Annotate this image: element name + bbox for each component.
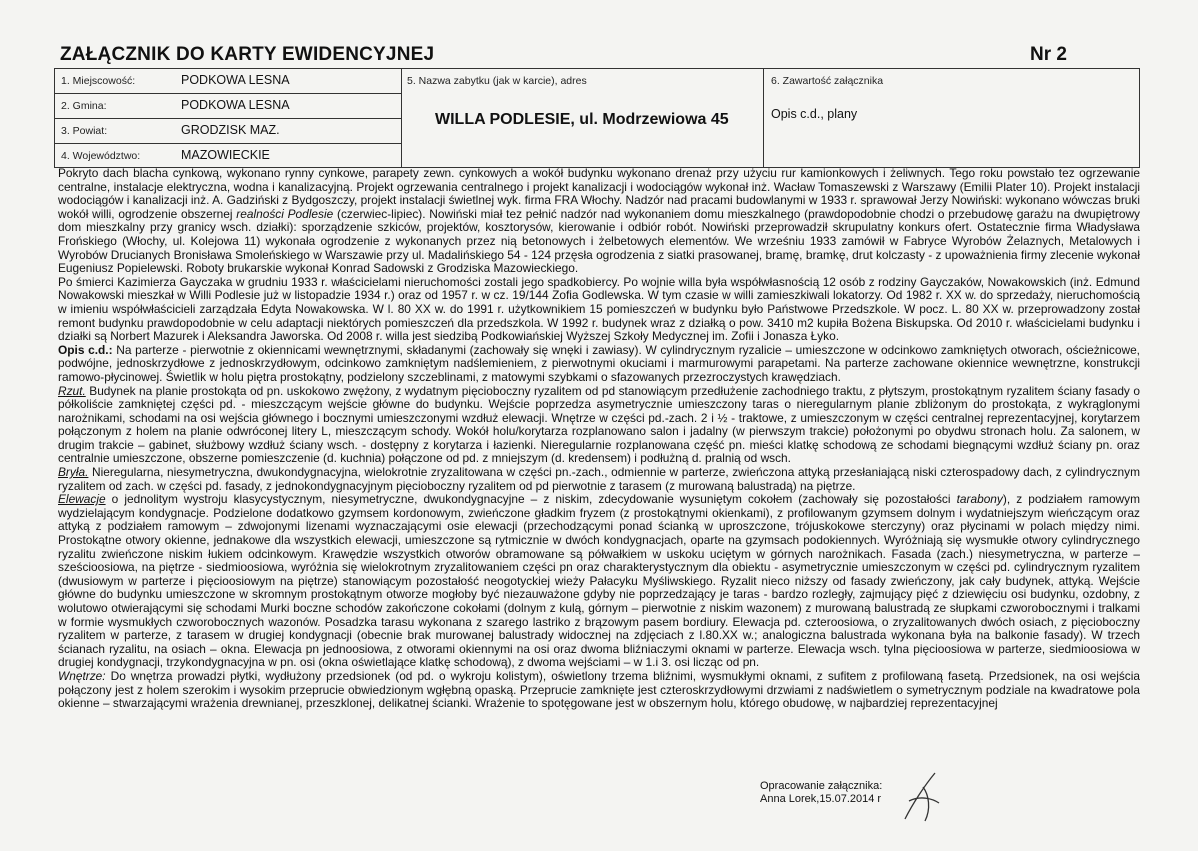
text-span: Na parterze - pierwotnie z okiennicami wewnętrznymi, składanymi (zachowały się wnęki i zawiasy). W cylindrycznym ryzalicie – umieszczone w odcinkowo zamkniętych otworach, ościeżnicowe, podwójne, jednoskrzydłowe z jednoskrzydłowym, odcinkowo zamkniętym nadślemieniem, z pierwotnymi okuciami i marmurowymi parapetami. Na parterze zachowane okiennice wewnętrzne, konstrukcji ramowo-płycinowej. Świetlik w holu piętra prostokątny, podzielony szczeblinami, z matowymi szybkami o sfazowanych przezroczystych krawędziach. xyxy=(58,342,1140,384)
gmina-value: PODKOWA LESNA xyxy=(181,98,290,112)
zawartosc-value: Opis c.d., plany xyxy=(771,107,858,121)
paragraph-elewacje xyxy=(58,493,1140,670)
bold-label: Opis c.d.: xyxy=(58,342,113,357)
annex-number: Nr 2 xyxy=(1030,44,1067,65)
powiat-value: GRODZISK MAZ. xyxy=(181,123,280,137)
paragraph-construction xyxy=(58,167,1140,276)
text-span: Do wnętrza prowadzi płytki, wydłużony przedsionek (od pd. o wykroju kolistym), oświetlony trzema bliźnimi, wysmukłymi oknami, z sufitem z profilowaną fasetą. Przedsionek, na osi wejścia połączony jest z holem szerokim i wysokim przeprucie obwiedzionym wgłębną opaską. Przeprucie zamknięte jest czteroskrzydłowymi drzwiami z nadświetlem o symetrycznym podziale na kwadratowe pola okienne – stwarzającymi wrażenia drewnianej, przeszklonej, delikatnej ścianki. Wrażenie to spotęgowane jest w obszernym holu, którego obudowę, w najbardziej reprezentacyjnej xyxy=(58,668,1140,711)
author-label: Opracowanie załącznika: xyxy=(760,780,883,792)
text-span: Nieregularna, niesymetryczna, dwukondygnacyjna, wielokrotnie zryzalitowana w części pn.-zach., odmiennie w parterze, zwieńczona attyką przesłaniającą niski czterospadowy dach, z cylindrycznym ryzalitem od zach. w części pd. fasady, z jednokondygnacyjnym pięcioboczny ryzalitem od pd pierwotnie z tarasem (z murowaną balustradą) na piętrze. xyxy=(58,465,1140,493)
wojewodztwo-value: MAZOWIECKIE xyxy=(181,148,270,162)
description-body xyxy=(58,167,1140,777)
paragraph-wnetrze xyxy=(58,670,1140,711)
paragraph-bryla xyxy=(58,466,1140,493)
zawartosc-label: 6. Zawartość załącznika xyxy=(771,75,884,87)
nazwa-value: WILLA PODLESIE, ul. Modrzewiowa 45 xyxy=(435,111,729,128)
divider-col1 xyxy=(401,69,402,167)
section-label: Wnętrze: xyxy=(58,668,106,683)
text-span: (czerwiec-lipiec). Nowiński miał tez pełnić nadzór nad wykonaniem domu mieszkalnego (prawdopodobnie chodzi o przebudowę garażu na dwupiętrowy dom mieszkalny przy granicy wsch. działki): sporządzenie szkiców, projektów, kosztorysów, kierowanie i odbiór robót. Nowiński przeprowadził skrupulatny konkurs ofert. Ostatecznie firma Władysława Frońskiego (Włochy, ul. Kolejowa 11) wykonała ogrodzenie z wykonanych przez nią betonowych i żelbetowych elementów. We wrześniu 1933 zamówił w Fabryce Wyrobów Żelaznych, Metalowych i Wyrobów Drucianych Bronisława Smoleńskiego w Warszawie przy ul. Madalińskiego 54 - 124 przęsła ogrodzenia z siatki prasowanej, bramę, bramkę, drut kolczasty - z upoważnienia firmy zlecenie wykonał Eugeniusz Popielewski. Roboty brukarskie wykonał Konrad Sadowski z Grodziska Mazowieckiego. xyxy=(58,206,1140,276)
text-span: o jednolitym wystroju klasycystycznym, niesymetryczne, dwukondygnacyjne – z niskim, zdecydowanie wysuniętym cokołem (zachowały się pozostałości xyxy=(105,492,957,507)
text-span: Pokryto dach blacha cynkową, wykonano rynny cynkowe, parapety zewn. cynkowych a wokół budynku wykonano drenaż przy użyciu rur kamionkowych i żeliwnych. Tego roku powstało tez ogrzewanie centralne, instalacje elektryczna, wodna i kanalizacyjną. Projekt ogrzewania centralnego i projekt kanalizacji i wodociągów wykonał inż. Wacław Tomaszewski z Warszawy (Emilii Plater 10). Projekt instalacji wodociągów i kanalizacji inż. A. Gadziński z Bydgoszczy, projekt instalacji świetlnej wyk. firma FRA Włochy. Nadzór nad pracami budowlanymi w 1933 r. sprawował Jerzy Nowiński: wykonano wówczas bruki wokół willi, ogrodzenie obszernej xyxy=(58,167,1140,221)
row-divider-3 xyxy=(55,143,401,144)
header-table xyxy=(54,68,1140,168)
gmina-label: 2. Gmina: xyxy=(61,100,107,112)
document-title: ZAŁĄCZNIK DO KARTY EWIDENCYJNEJ xyxy=(60,44,435,65)
paragraph-ownership: Po śmierci Kazimierza Gayczaka w grudniu 1933 r. właścicielami nieruchomości zostali jego spadkobiercy. Po wojnie willa była współwłasnością 12 osób z rodziny Gayczaków, Nowakowskich (inż. Edmund Nowakowski mieszkał w Willi Podlesie już w listopadzie 1934 r.) oraz od 1957 r. w cz. 19/144 Zofia Godlewska. W tym czasie w willi zamieszkiwali lokatorzy. Od 1982 r. XX w. do sprzedaży, nieruchomością w imieniu współwłaścicieli zarządzała Edyta Nowakowska. W l. 80 XX w. do 1991 r. użytkownikiem 15 pomieszczeń w budynku było Państwowe Przedszkole. W pocz. L. 80 XX w. przeprowadzony został remont budynku prawdopodobnie w celu adaptacji niektórych pomieszczeń dla przedszkola. W 1992 r. budynek wraz z działką o pow. 3410 m2 kupiła Bożena Biskupska. Od 2010 r. właścicielami budynku i działki są Norbert Mazurek i Aleksandra Jaworska. Od 2008 r. willa jest siedzibą Podkowiańskiej Wyższej Szkoły Medycznej im. Zofii i Jonasza Łyko. xyxy=(58,274,1140,344)
row-divider-2 xyxy=(55,118,401,119)
divider-col2 xyxy=(763,69,764,167)
signature-icon xyxy=(895,765,955,825)
author-name-date: Anna Lorek,15.07.2014 r xyxy=(760,793,882,805)
italic-span: tarabony xyxy=(956,492,1003,507)
powiat-label: 3. Powiat: xyxy=(61,125,108,137)
nazwa-label: 5. Nazwa zabytku (jak w karcie), adres xyxy=(407,75,587,87)
paragraph-opis xyxy=(58,344,1140,385)
paragraph-rzut xyxy=(58,385,1140,467)
text-span: Budynek na planie prostokąta od pn. uskokowo zwężony, z wydatnym pięcioboczny ryzalitem od pd stanowiącym przedłużenie zachodniego traktu, z płytszym, prostokątnym ryzalitem ściany fasady o półkoliście zamkniętej części pd. - mieszczącym wejście główne do budynku. Wejście poprzedza asymetrycznie umieszczony taras o nieregularnym planie zbliżonym do prostokąta, z wykrąglonymi narożnikami, schodami na osi wejścia głównego i bocznymi umieszczonymi wzdłuż elewacji. Wnętrze w części pd.-zach. 2 i ½ - traktowe, z umieszczonym w części centralnej reprezentacyjnej, korytarzem połączonym z holem na planie odwróconej litery L, mieszczącym schody. Wokół holu/korytarza rozplanowano salon i jadalny (w pierwszym trakcie) położonymi po obydwu stronach holu. Za salonem, w drugim trakcie – gabinet, służbowy wzdłuż ściany wsch. - dostępny z korytarza i łazienki. Nieregularnie rozplanowana część pn. mieści klatkę schodową ze schodami biegnącymi wzdłuż ściany pn. oraz centralnie umieszczone, obszerne pomieszczenie (d. kuchnia) połączone od pd. z mniejszym (d. kredensem) i podłużną d. pralnią od wsch. xyxy=(58,383,1140,466)
text-span: ), z podziałem ramowym wydzielającym kondygnacje. Podzielone dodatkowo gzymsem kordonowym, zwieńczone gładkim fryzem (z prostokątnymi okienkami), z profilowanym gzymsem dolnym i wydatniejszym wieńczącym oraz attyką z podziałem ramowym – zdwojonymi lizenami wyznaczającymi osie elewacji (przechodzącymi ponad ścianką w uproszczone, trójuskokowe sterczyny) oraz płycinami w polach między nimi. Prostokątne otwory okienne, jednakowe dla wszystkich elewacji, umieszczone są rytmicznie w dwóch kondygnacjach, oparte na gzymsach podokiennych. Wyróżniają się wysmukłe otwory cylindrycznego ryzalitu zwieńczone niskim łukiem odcinkowym. Krawędzie wszystkich otworów obramowane są półwałkiem w uskoku uciętym w górnych narożnikach. Fasada (zach.) niesymetryczna, w parterze – sześcioosiowa, na piętrze - siedmioosiowa, wyróżnia się wielokrotnym zryzalitowaniem części pn oraz charakterystycznym dla obiektu - asymetrycznie umieszczonym w części pd. cylindrycznym ryzalitem (dwusiowym w parterze i pięcioosiowym na piętrze) stanowiącym pozostałość neogotyckiej wieży Pałacyku Myśliwskiego. Ryzalit nieco niższy od fasady zwieńczony, jak cały budynek, attyką. Wejście główne do budynku umieszczone w skromnym prostokątnym otworze mogłoby być niezauważone gdyby nie poprzedzający je taras - bardzo rozległy, zajmujący pięć z dziewięciu osi budynku, ozdobny, z wolutowo otwierającymi się schodami Murki boczne schodów zakończone cokołami (dolnym z kulą, górnym – pierwotnie z niskim wazonem) z murowaną balustradą ze słupkami czworobocznymi i tralkami w formie wysmukłych czworobocznych wazonów. Posadzka tarasu wykonana z szarego lastriko z brązowym pasem bordiury. Elewacja pd. czteroosiowa, o zryzalitowanych dwóch osiach, z pięcioboczny ryzalitem w parterze, z tarasem w drugiej kondygnacji (obecnie brak murowanej balustrady widocznej na zdjęciach z l.80.XX w.; analogiczna balustrada wykonana była na balkonie fasady). W trzech ścianach ryzalitu, na osiach – okna. Elewacja pn jednoosiowa, z otworami okiennymi na osi oraz dwoma bliźniaczymi oknami w parterze. Elewacja wsch. tylna pięcioosiowa w parterze, siedmioosiowa w drugiej kondygnacji, trzykondygnacyjna w pn. osi (okna oświetlające klatkę schodową), z dwoma wejściami – w 1.i 3. osi licząc od pn. xyxy=(58,492,1140,670)
section-label: Elewacje xyxy=(58,492,106,507)
miejscowosc-label: 1. Miejscowość: xyxy=(61,75,136,87)
miejscowosc-value: PODKOWA LESNA xyxy=(181,73,290,87)
section-label: Rzut. xyxy=(58,383,86,398)
section-label: Bryła. xyxy=(58,465,89,480)
row-divider-1 xyxy=(55,93,401,94)
author-footer xyxy=(760,780,882,806)
italic-span: realności Podlesie xyxy=(236,206,334,221)
wojewodztwo-label: 4. Województwo: xyxy=(61,150,141,162)
